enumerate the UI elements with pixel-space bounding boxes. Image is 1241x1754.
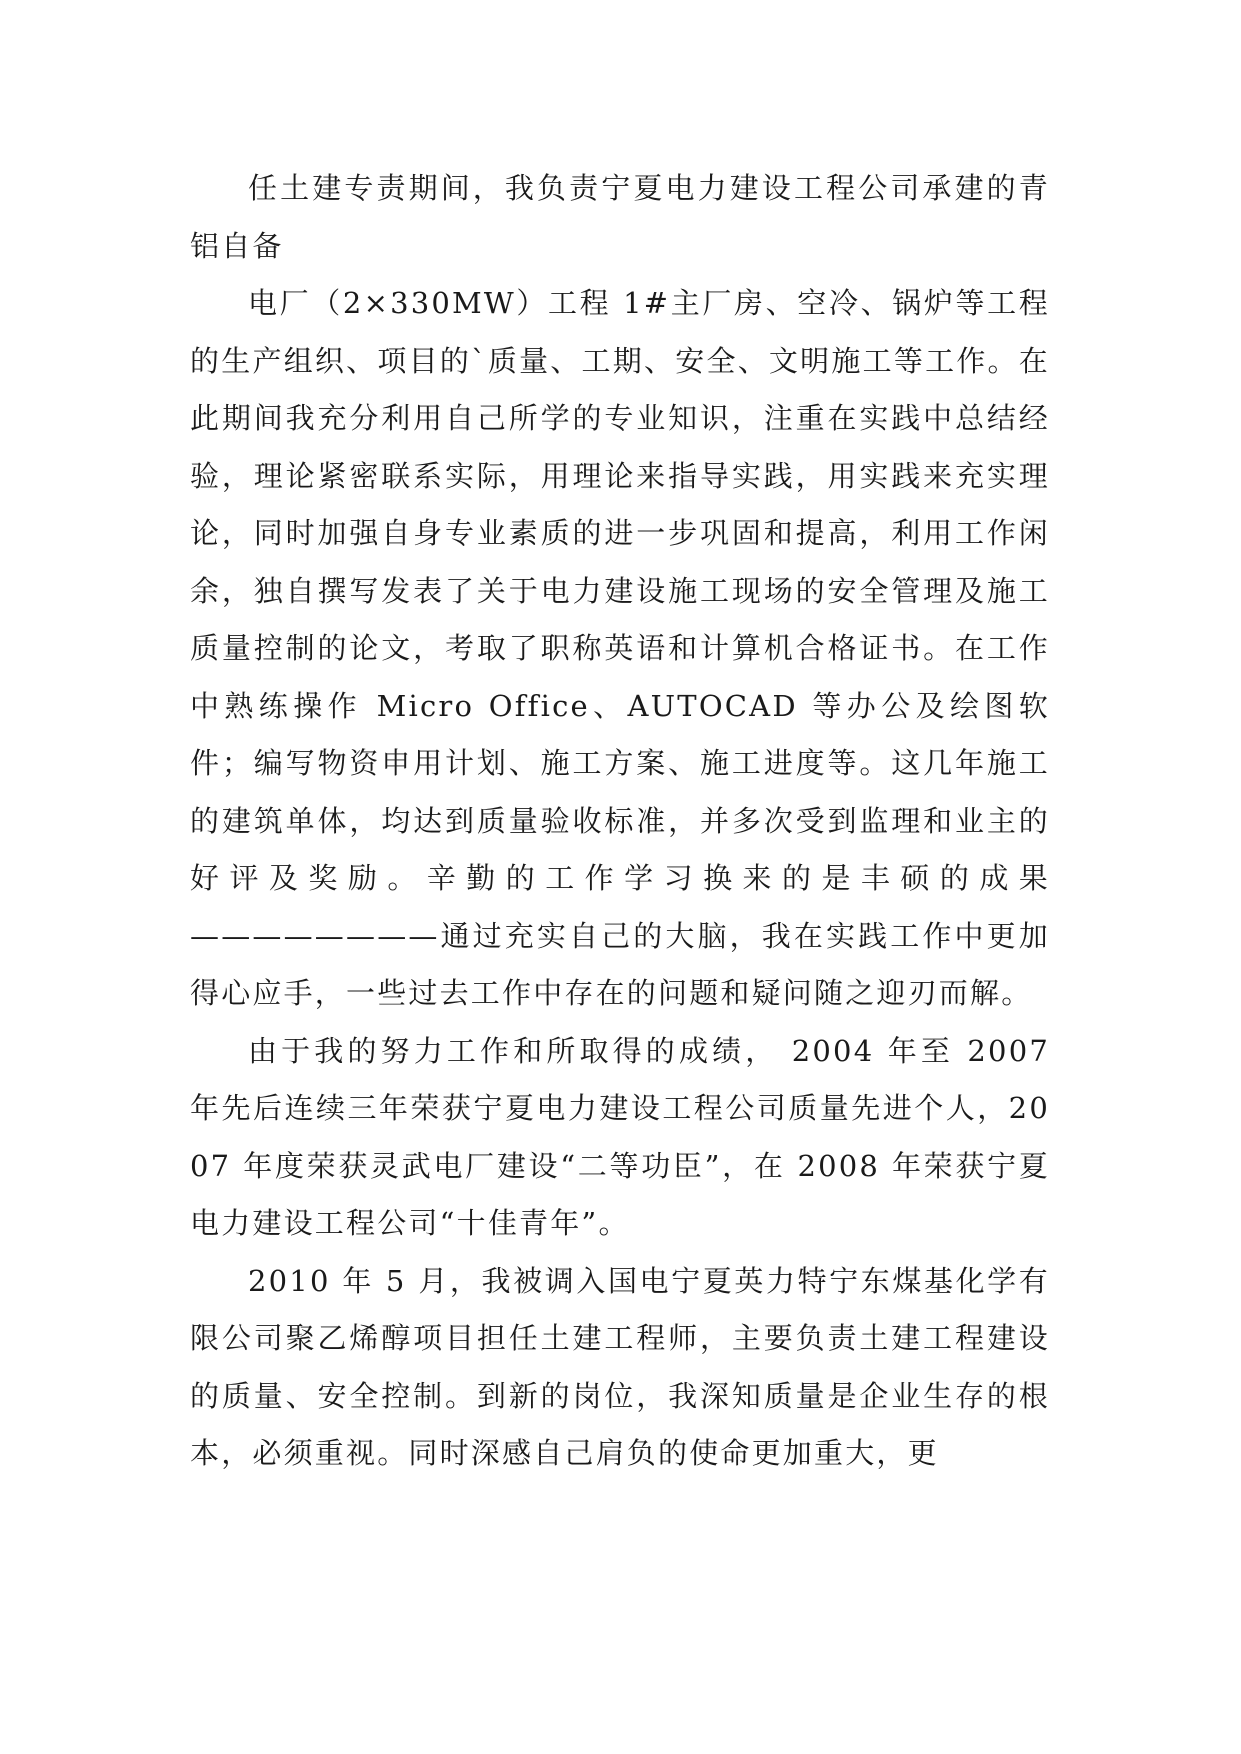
paragraph-3: 由于我的努力工作和所取得的成绩， 2004 年至 2007 年先后连续三年荣获宁夏电力建设工程公司质量先进个人，2007 年度荣获灵武电厂建设“二等功臣”，在 2008 年荣获宁夏电力建设工程公司“十佳青年”。 [190, 1033, 1050, 1240]
paragraph-1: 任土建专责期间，我负责宁夏电力建设工程公司承建的青铝自备 [190, 171, 1050, 263]
paragraph-2: 电厂（2×330MW）工程 1#主厂房、空冷、锅炉等工程的生产组织、项目的`质量、工期、安全、文明施工等工作。在此期间我充分利用自己所学的专业知识，注重在实践中总结经验，理论紧密联系实际，用理论来指导实践，用实践来充实理论，同时加强自身专业素质的进一步巩固和提高，利用工作闲余，独自撰写发表了关于电力建设施工现场的安全管理及施工质量控制的论文，考取了职称英语和计算机合格证书。在工作中熟练操作 Micro Office、AUTOCAD 等办公及绘图软件；编写物资申用计划、施工方案、施工进度等。这几年施工的建筑单体，均达到质量验收标准，并多次受到监理和业主的好评及奖励。辛勤的工作学习换来的是丰硕的成果————————通过充实自己的大脑，我在实践工作中更加得心应手，一些过去工作中存在的问题和疑问随之迎刃而解。 [190, 286, 1050, 1010]
paragraph-4: 2010 年 5 月，我被调入国电宁夏英力特宁东煤基化学有限公司聚乙烯醇项目担任土建工程师，主要负责土建工程建设的质量、安全控制。到新的岗位，我深知质量是企业生存的根本，必须重视。同时深感自己肩负的使命更加重大，更 [190, 1263, 1050, 1470]
document-body [190, 160, 1050, 1483]
